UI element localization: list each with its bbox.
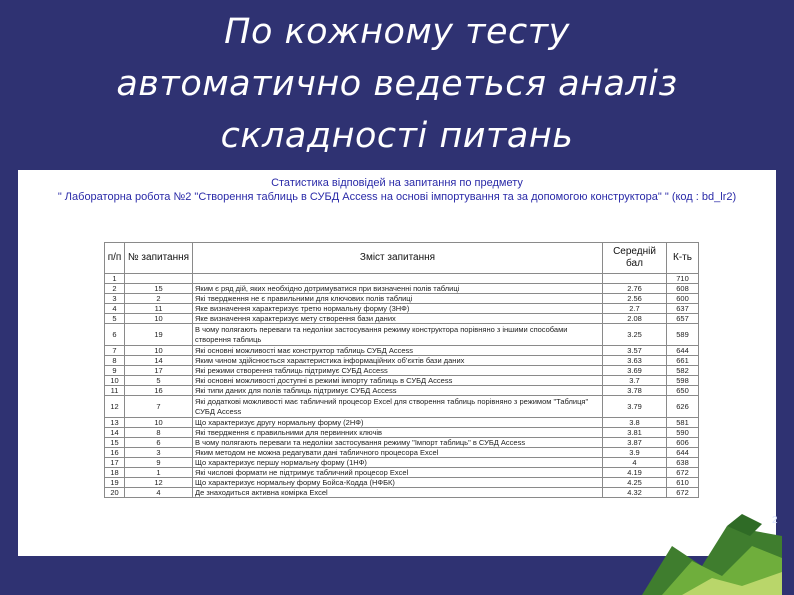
average-score-cell: 3.81 xyxy=(603,428,667,438)
row-number-cell: 19 xyxy=(105,478,125,488)
question-number-cell: 9 xyxy=(125,458,193,468)
count-cell: 710 xyxy=(667,274,699,284)
count-cell: 606 xyxy=(667,438,699,448)
question-number-cell: 12 xyxy=(125,478,193,488)
table-row xyxy=(105,304,699,314)
table-row xyxy=(105,468,699,478)
question-number-cell: 1 xyxy=(125,468,193,478)
question-number-cell: 10 xyxy=(125,346,193,356)
count-cell: 644 xyxy=(667,346,699,356)
average-score-cell: 2.76 xyxy=(603,284,667,294)
row-number-cell: 9 xyxy=(105,366,125,376)
question-text-cell: Що характеризує нормальну форму Бойса-Кодда (НФБК) xyxy=(193,478,603,488)
question-text-cell: Які додаткові можливості має табличний процесор Excel для створення таблиць порівняно з режимом "Таблиця" СУБД Access xyxy=(193,396,603,418)
table-row xyxy=(105,294,699,304)
column-header-count: К-ть xyxy=(667,243,699,274)
question-number-cell: 10 xyxy=(125,418,193,428)
count-cell: 672 xyxy=(667,468,699,478)
question-text-cell: Що характеризує першу нормальну форму (1НФ) xyxy=(193,458,603,468)
report-header xyxy=(18,176,776,204)
count-cell: 657 xyxy=(667,314,699,324)
row-number-cell: 20 xyxy=(105,488,125,498)
average-score-cell: 3.7 xyxy=(603,376,667,386)
table-row xyxy=(105,274,699,284)
report-heading: Статистика відповідей на запитання по предмету xyxy=(271,177,523,189)
table-row xyxy=(105,488,699,498)
question-text-cell: Які режими створення таблиць підтримує СУБД Access xyxy=(193,366,603,376)
row-number-cell: 7 xyxy=(105,346,125,356)
question-text-cell: Яким є ряд дій, яких необхідно дотримуватися при визначенні полів таблиці xyxy=(193,284,603,294)
average-score-cell: 2.7 xyxy=(603,304,667,314)
average-score-cell: 3.87 xyxy=(603,438,667,448)
table-row xyxy=(105,356,699,366)
row-number-cell: 14 xyxy=(105,428,125,438)
count-cell: 610 xyxy=(667,478,699,488)
table-row xyxy=(105,478,699,488)
row-number-cell: 12 xyxy=(105,396,125,418)
question-number-cell xyxy=(125,274,193,284)
slide-title-line-1: По кожному тесту xyxy=(224,12,570,52)
table-row xyxy=(105,284,699,294)
average-score-cell: 4.32 xyxy=(603,488,667,498)
table-row xyxy=(105,376,699,386)
question-number-cell: 3 xyxy=(125,448,193,458)
table-body xyxy=(105,274,699,498)
count-cell: 637 xyxy=(667,304,699,314)
row-number-cell: 15 xyxy=(105,438,125,448)
table-row xyxy=(105,346,699,356)
question-text-cell: Яким методом не можна редагувати дані табличного процесора Excel xyxy=(193,448,603,458)
table-row xyxy=(105,438,699,448)
average-score-cell: 4 xyxy=(603,458,667,468)
question-text-cell: Яке визначення характеризує третю нормальну форму (3НФ) xyxy=(193,304,603,314)
table-row xyxy=(105,396,699,418)
question-number-cell: 6 xyxy=(125,438,193,448)
question-text-cell: Які числові формати не підтримує табличний процесор Excel xyxy=(193,468,603,478)
question-number-cell: 2 xyxy=(125,294,193,304)
count-cell: 590 xyxy=(667,428,699,438)
column-header-question-number: № запитання xyxy=(125,243,193,274)
average-score-cell: 3.78 xyxy=(603,386,667,396)
count-cell: 600 xyxy=(667,294,699,304)
corner-marker-icon: 2 xyxy=(772,515,778,526)
count-cell: 589 xyxy=(667,324,699,346)
table-row xyxy=(105,448,699,458)
row-number-cell: 17 xyxy=(105,458,125,468)
table-row xyxy=(105,386,699,396)
row-number-cell: 3 xyxy=(105,294,125,304)
slide-title-line-2: автоматично ведеться аналіз xyxy=(116,64,678,104)
row-number-cell: 1 xyxy=(105,274,125,284)
question-text-cell: Які основні можливості доступні в режимі імпорту таблиць в СУБД Access xyxy=(193,376,603,386)
row-number-cell: 13 xyxy=(105,418,125,428)
row-number-cell: 11 xyxy=(105,386,125,396)
question-number-cell: 10 xyxy=(125,314,193,324)
question-text-cell: Які твердження не є правильними для ключових полів таблиці xyxy=(193,294,603,304)
row-number-cell: 6 xyxy=(105,324,125,346)
row-number-cell: 10 xyxy=(105,376,125,386)
question-number-cell: 7 xyxy=(125,396,193,418)
question-number-cell: 11 xyxy=(125,304,193,314)
count-cell: 644 xyxy=(667,448,699,458)
row-number-cell: 4 xyxy=(105,304,125,314)
table-row xyxy=(105,324,699,346)
average-score-cell: 3.69 xyxy=(603,366,667,376)
column-header-question-text: Зміст запитання xyxy=(193,243,603,274)
count-cell: 661 xyxy=(667,356,699,366)
count-cell: 598 xyxy=(667,376,699,386)
count-cell: 626 xyxy=(667,396,699,418)
count-cell: 672 xyxy=(667,488,699,498)
question-text-cell: Яким чином здійснюється характеристика інформаційних об’єктів бази даних xyxy=(193,356,603,366)
row-number-cell: 2 xyxy=(105,284,125,294)
average-score-cell: 3.25 xyxy=(603,324,667,346)
average-score-cell: 3.57 xyxy=(603,346,667,356)
question-number-cell: 16 xyxy=(125,386,193,396)
count-cell: 581 xyxy=(667,418,699,428)
report-subheading: " Лабораторна робота №2 "Створення таблиць в СУБД Access на основі імпортування та за допомогою конструктора" " (код : bd_lr2) xyxy=(57,191,737,203)
question-number-cell: 5 xyxy=(125,376,193,386)
count-cell: 638 xyxy=(667,458,699,468)
row-number-cell: 18 xyxy=(105,468,125,478)
question-text-cell: Які типи даних для полів таблиць підтримує СУБД Access xyxy=(193,386,603,396)
table-row xyxy=(105,314,699,324)
question-number-cell: 15 xyxy=(125,284,193,294)
row-number-cell: 5 xyxy=(105,314,125,324)
decorative-ribbon-graphic xyxy=(632,506,782,595)
question-text-cell: В чому полягають переваги та недоліки застосування режиму конструктора порівняно з іншими способами створення таблиць xyxy=(193,324,603,346)
average-score-cell: 3.63 xyxy=(603,356,667,366)
report-screenshot xyxy=(18,170,776,556)
column-header-average-score: Середній бал xyxy=(603,243,667,274)
average-score-cell: 2.56 xyxy=(603,294,667,304)
count-cell: 608 xyxy=(667,284,699,294)
average-score-cell: 4.19 xyxy=(603,468,667,478)
average-score-cell: 3.8 xyxy=(603,418,667,428)
average-score-cell: 2.08 xyxy=(603,314,667,324)
slide-title-line-3: складності питань xyxy=(220,116,574,156)
average-score-cell: 3.79 xyxy=(603,396,667,418)
table-row xyxy=(105,458,699,468)
question-number-cell: 14 xyxy=(125,356,193,366)
table-row xyxy=(105,428,699,438)
table-row xyxy=(105,418,699,428)
question-number-cell: 19 xyxy=(125,324,193,346)
average-score-cell: 4.25 xyxy=(603,478,667,488)
row-number-cell: 8 xyxy=(105,356,125,366)
column-header-num: п/п xyxy=(105,243,125,274)
table-header-row xyxy=(105,243,699,274)
count-cell: 650 xyxy=(667,386,699,396)
question-number-cell: 17 xyxy=(125,366,193,376)
count-cell: 582 xyxy=(667,366,699,376)
slide-title xyxy=(40,6,754,162)
question-text-cell: Що характеризує другу нормальну форму (2НФ) xyxy=(193,418,603,428)
question-number-cell: 4 xyxy=(125,488,193,498)
question-text-cell: В чому полягають переваги та недоліки застосування режиму "Імпорт таблиць" в СУБД Access xyxy=(193,438,603,448)
question-text-cell xyxy=(193,274,603,284)
question-stats-table xyxy=(104,242,699,498)
question-number-cell: 8 xyxy=(125,428,193,438)
question-text-cell: Де знаходиться активна комірка Excel xyxy=(193,488,603,498)
row-number-cell: 16 xyxy=(105,448,125,458)
average-score-cell: 3.9 xyxy=(603,448,667,458)
question-text-cell: Яке визначення характеризує мету створення бази даних xyxy=(193,314,603,324)
question-text-cell: Які твердження є правильними для первинних ключів xyxy=(193,428,603,438)
question-text-cell: Які основні можливості має конструктор таблиць СУБД Access xyxy=(193,346,603,356)
table-row xyxy=(105,366,699,376)
average-score-cell xyxy=(603,274,667,284)
